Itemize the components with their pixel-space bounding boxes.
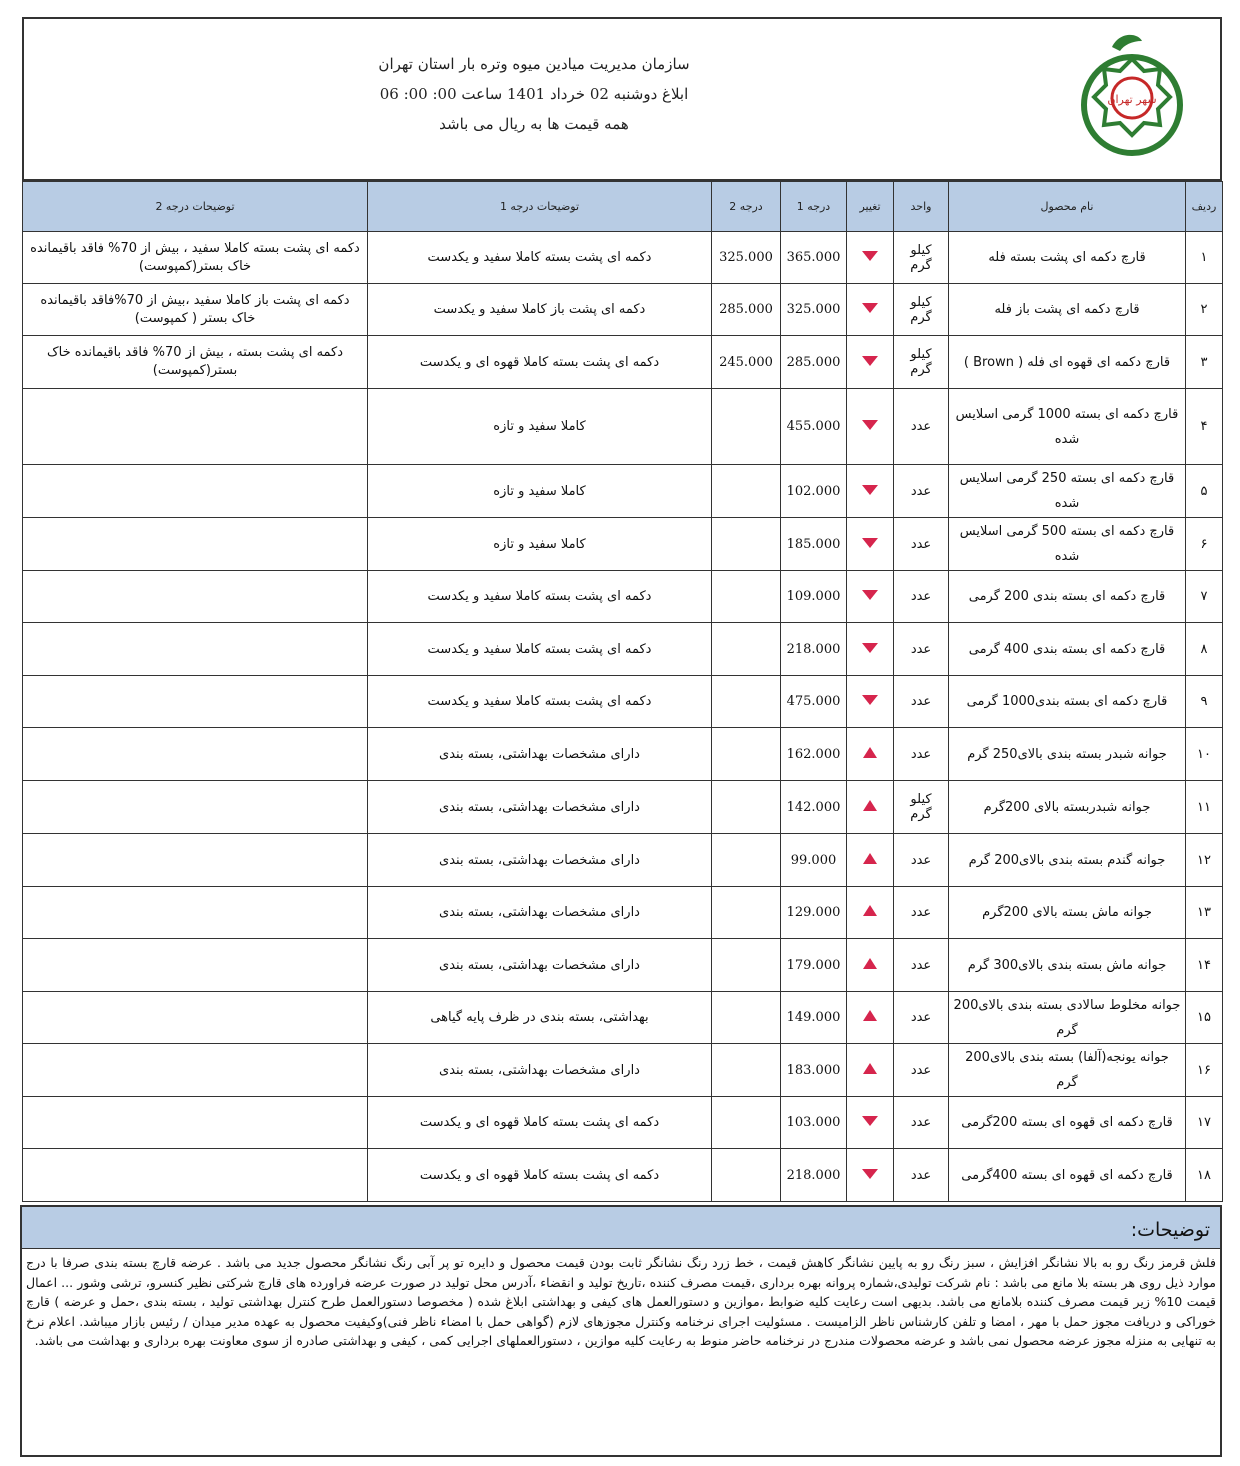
grade1-description: دکمه ای پشت بسته کاملا سفید و یکدست — [368, 623, 712, 676]
grade2-description — [23, 887, 368, 939]
grade1-price: 185.000 — [781, 518, 847, 571]
grade2-price — [712, 834, 781, 887]
notice-date: ابلاغ دوشنبه 02 خرداد 1401 ساعت 00: 00: 06 — [379, 85, 689, 103]
row-number: ۱۶ — [1186, 1044, 1223, 1097]
unit-cell: عدد — [894, 389, 949, 465]
grade2-description: دکمه ای پشت بسته کاملا سفید ، بیش از 70% فاقد باقیمانده خاک بستر(کمپوست) — [23, 232, 368, 284]
grade1-description: دکمه ای پشت بسته کاملا قهوه ای و یکدست — [368, 336, 712, 389]
row-number: ۱۴ — [1186, 939, 1223, 992]
grade1-price: 109.000 — [781, 571, 847, 623]
product-name: قارچ دکمه ای پشت باز فله — [949, 284, 1186, 336]
grade1-description: دارای مشخصات بهداشتی، بسته بندی — [368, 1044, 712, 1097]
grade1-description: دارای مشخصات بهداشتی، بسته بندی — [368, 728, 712, 781]
arrow-down-icon — [862, 303, 878, 313]
grade2-description — [23, 1149, 368, 1202]
grade1-price: 179.000 — [781, 939, 847, 992]
grade2-description — [23, 571, 368, 623]
arrow-down-icon — [862, 251, 878, 261]
grade1-price: 142.000 — [781, 781, 847, 834]
change-cell — [847, 834, 894, 887]
unit-cell: عدد — [894, 676, 949, 728]
table-row — [23, 571, 1223, 623]
col-unit: واحد — [894, 182, 949, 232]
unit-cell: عدد — [894, 623, 949, 676]
row-number: ۴ — [1186, 389, 1223, 465]
header-text — [274, 49, 794, 139]
grade2-description — [23, 992, 368, 1044]
table-row — [23, 676, 1223, 728]
grade2-price — [712, 571, 781, 623]
change-cell — [847, 781, 894, 834]
table-row — [23, 232, 1223, 284]
change-cell — [847, 992, 894, 1044]
grade2-description: دکمه ای پشت باز کاملا سفید ،بیش از 70%فاقد باقیمانده خاک بستر ( کمپوست) — [23, 284, 368, 336]
table-row — [23, 1149, 1223, 1202]
grade2-price — [712, 939, 781, 992]
change-cell — [847, 1097, 894, 1149]
change-cell — [847, 336, 894, 389]
product-name: جوانه شبدربسته بالای 200گرم — [949, 781, 1186, 834]
change-cell — [847, 465, 894, 518]
product-name: جوانه ماش بسته بندی بالای300 گرم — [949, 939, 1186, 992]
unit-cell: عدد — [894, 465, 949, 518]
change-cell — [847, 1044, 894, 1097]
grade1-price: 99.000 — [781, 834, 847, 887]
grade2-description — [23, 1044, 368, 1097]
table-row — [23, 623, 1223, 676]
unit-cell: کیلو گرم — [894, 336, 949, 389]
notes-box — [20, 1205, 1222, 1457]
unit-cell: عدد — [894, 834, 949, 887]
grade1-description: دکمه ای پشت بسته کاملا قهوه ای و یکدست — [368, 1097, 712, 1149]
table-row — [23, 389, 1223, 465]
arrow-up-icon — [863, 958, 877, 969]
grade2-price — [712, 781, 781, 834]
grade2-price — [712, 728, 781, 781]
arrow-up-icon — [863, 800, 877, 811]
row-number: ۳ — [1186, 336, 1223, 389]
arrow-up-icon — [863, 747, 877, 758]
table-row — [23, 1044, 1223, 1097]
unit-cell: کیلو گرم — [894, 284, 949, 336]
row-number: ۶ — [1186, 518, 1223, 571]
product-name: قارچ دکمه ای بسته بندی 200 گرمی — [949, 571, 1186, 623]
product-name: قارچ دکمه ای قهوه ای بسته 400گرمی — [949, 1149, 1186, 1202]
grade1-price: 149.000 — [781, 992, 847, 1044]
product-name: جوانه یونجه(آلفا) بسته بندی بالای200 گرم — [949, 1044, 1186, 1097]
unit-cell: عدد — [894, 887, 949, 939]
grade1-price: 183.000 — [781, 1044, 847, 1097]
product-name: قارچ دکمه ای بسته 250 گرمی اسلایس شده — [949, 465, 1186, 518]
grade2-description — [23, 781, 368, 834]
grade1-price: 455.000 — [781, 389, 847, 465]
change-cell — [847, 1149, 894, 1202]
grade1-price: 102.000 — [781, 465, 847, 518]
currency-note: همه قیمت ها به ریال می باشد — [439, 115, 629, 133]
grade2-price — [712, 623, 781, 676]
row-number: ۹ — [1186, 676, 1223, 728]
change-cell — [847, 728, 894, 781]
arrow-down-icon — [862, 356, 878, 366]
grade1-description: دکمه ای پشت بسته کاملا سفید و یکدست — [368, 571, 712, 623]
grade1-description: دکمه ای پشت بسته کاملا قهوه ای و یکدست — [368, 1149, 712, 1202]
row-number: ۱۷ — [1186, 1097, 1223, 1149]
grade1-description: بهداشتی، بسته بندی در ظرف پایه گیاهی — [368, 992, 712, 1044]
product-name: قارچ دکمه ای بسته بندی1000 گرمی — [949, 676, 1186, 728]
grade2-description — [23, 623, 368, 676]
table-header-row — [23, 182, 1223, 232]
arrow-up-icon — [863, 1010, 877, 1021]
grade1-price: 218.000 — [781, 623, 847, 676]
grade1-description: دکمه ای پشت بسته کاملا سفید و یکدست — [368, 232, 712, 284]
unit-cell: کیلو گرم — [894, 232, 949, 284]
grade2-price — [712, 518, 781, 571]
arrow-up-icon — [863, 1063, 877, 1074]
unit-cell: عدد — [894, 571, 949, 623]
change-cell — [847, 887, 894, 939]
unit-cell: عدد — [894, 1044, 949, 1097]
grade2-price — [712, 465, 781, 518]
product-name: قارچ دکمه ای بسته بندی 400 گرمی — [949, 623, 1186, 676]
grade1-price: 218.000 — [781, 1149, 847, 1202]
grade2-description: دکمه ای پشت بسته ، بیش از 70% فاقد باقیمانده خاک بستر(کمپوست) — [23, 336, 368, 389]
arrow-up-icon — [863, 905, 877, 916]
grade2-description — [23, 465, 368, 518]
grade1-description: دارای مشخصات بهداشتی، بسته بندی — [368, 887, 712, 939]
unit-cell: عدد — [894, 992, 949, 1044]
table-row — [23, 887, 1223, 939]
row-number: ۱۲ — [1186, 834, 1223, 887]
change-cell — [847, 389, 894, 465]
grade1-description: دارای مشخصات بهداشتی، بسته بندی — [368, 781, 712, 834]
grade1-price: 103.000 — [781, 1097, 847, 1149]
arrow-down-icon — [862, 485, 878, 495]
row-number: ۱۸ — [1186, 1149, 1223, 1202]
grade2-price — [712, 676, 781, 728]
row-number: ۵ — [1186, 465, 1223, 518]
grade1-description: دکمه ای پشت بسته کاملا سفید و یکدست — [368, 676, 712, 728]
grade1-description: دارای مشخصات بهداشتی، بسته بندی — [368, 834, 712, 887]
org-title: سازمان مدیریت میادین میوه وتره بار استان تهران — [378, 55, 690, 73]
product-name: قارچ دکمه ای بسته 500 گرمی اسلایس شده — [949, 518, 1186, 571]
grade1-description: کاملا سفید و تازه — [368, 518, 712, 571]
table-row — [23, 992, 1223, 1044]
arrow-down-icon — [862, 538, 878, 548]
arrow-down-icon — [862, 420, 878, 430]
grade2-price — [712, 1097, 781, 1149]
grade2-description — [23, 728, 368, 781]
table-row — [23, 834, 1223, 887]
arrow-down-icon — [862, 1116, 878, 1126]
grade1-description: کاملا سفید و تازه — [368, 389, 712, 465]
grade2-description — [23, 676, 368, 728]
row-number: ۲ — [1186, 284, 1223, 336]
grade2-price: 325.000 — [712, 232, 781, 284]
notes-title: توضیحات: — [22, 1207, 1220, 1249]
row-number: ۱۳ — [1186, 887, 1223, 939]
arrow-down-icon — [862, 590, 878, 600]
unit-cell: عدد — [894, 518, 949, 571]
grade2-description — [23, 389, 368, 465]
grade1-description: دارای مشخصات بهداشتی، بسته بندی — [368, 939, 712, 992]
row-number: ۸ — [1186, 623, 1223, 676]
change-cell — [847, 676, 894, 728]
col-desc2: توضیحات درجه 2 — [23, 182, 368, 232]
change-cell — [847, 571, 894, 623]
product-name: جوانه شبدر بسته بندی بالای250 گرم — [949, 728, 1186, 781]
unit-cell: عدد — [894, 1149, 949, 1202]
grade2-description — [23, 518, 368, 571]
col-radif: ردیف — [1186, 182, 1223, 232]
grade2-price — [712, 389, 781, 465]
product-name: جوانه گندم بسته بندی بالای200 گرم — [949, 834, 1186, 887]
notes-text: فلش قرمز رنگ رو به بالا نشانگر افزایش ، سبز رنگ رو به پایین نشانگر کاهش قیمت ، خط زرد رنگ نشانگر ثابت بودن قیمت محصول و دایره تو پر آبی رنگ نشانگر محصول جدید می باشد . عرضه قارچ بسته بندی صرفا با درج موارد ذیل روی هر بسته بلا مانع می باشد : نام شرکت تولیدی،شماره پروانه بهره برداری ،قیمت مصرف کننده ،تاریخ تولید و انقضاء ،آدرس محل تولید در صورت عرضه فراورده های قارچ شرکتی نظیر کنسرو، ترشی وشور ... اعمال قیمت 10% زیر قیمت مصرف کننده بلامانع می باشد. بدیهی است رعایت کلیه ضوابط ،موازین و دستورالعمل های کیفی و بهداشتی ابلاغ شده ( مخصوصا دستورالعمل طرح کنترل بهداشتی تولید ، بسته بندی ،حمل و عرضه ) قارچ خوراکی و دریافت مجوز حمل با مهر ، امضا و تلفن کارشناس ناظر الزامیست . مسئولیت اجرای نرخنامه وکنترل مجوزهای لازم (گواهی حمل با امضاء ناظر فنی)وکیفیت محصول به عهده مدیر میدان / رئیس بازار میباشد. اعلام نرخ به تنهایی به منزله مجوز عرضه محصول نمی باشد و عرضه محصولات مندرج در نرخنامه حاضر منوط به رعایت کلیه موازین ، دستورالعملهای اجرایی کمی ، کیفی و بهداشتی صادره از سوی معاونت بهره برداری و بهداشت می باشد. — [26, 1255, 1216, 1349]
table-row — [23, 336, 1223, 389]
grade1-price: 325.000 — [781, 284, 847, 336]
grade2-price — [712, 992, 781, 1044]
grade2-price — [712, 1149, 781, 1202]
grade2-price — [712, 887, 781, 939]
table-row — [23, 465, 1223, 518]
header-box — [22, 17, 1222, 181]
grade1-price: 129.000 — [781, 887, 847, 939]
row-number: ۱۱ — [1186, 781, 1223, 834]
unit-cell: عدد — [894, 1097, 949, 1149]
row-number: ۱ — [1186, 232, 1223, 284]
arrow-down-icon — [862, 1169, 878, 1179]
table-row — [23, 728, 1223, 781]
grade1-description: کاملا سفید و تازه — [368, 465, 712, 518]
arrow-down-icon — [862, 643, 878, 653]
col-grade2: درجه 2 — [712, 182, 781, 232]
product-name: قارچ دکمه ای قهوه ای بسته 200گرمی — [949, 1097, 1186, 1149]
unit-cell: عدد — [894, 728, 949, 781]
grade1-price: 285.000 — [781, 336, 847, 389]
grade2-price — [712, 1044, 781, 1097]
col-name: نام محصول — [949, 182, 1186, 232]
col-desc1: توضیحات درجه 1 — [368, 182, 712, 232]
table-row — [23, 518, 1223, 571]
row-number: ۷ — [1186, 571, 1223, 623]
grade2-description — [23, 834, 368, 887]
row-number: ۱۵ — [1186, 992, 1223, 1044]
tehran-municipality-logo — [1072, 31, 1192, 161]
grade1-price: 365.000 — [781, 232, 847, 284]
product-name: قارچ دکمه ای قهوه ای فله ( Brown ) — [949, 336, 1186, 389]
price-table — [22, 181, 1223, 1202]
table-row — [23, 284, 1223, 336]
grade1-price: 162.000 — [781, 728, 847, 781]
arrow-up-icon — [863, 853, 877, 864]
logo-text: شهر تهران — [1107, 93, 1157, 106]
change-cell — [847, 284, 894, 336]
col-change: تغییر — [847, 182, 894, 232]
product-name: جوانه مخلوط سالادی بسته بندی بالای200 گرم — [949, 992, 1186, 1044]
table-row — [23, 939, 1223, 992]
change-cell — [847, 518, 894, 571]
change-cell — [847, 939, 894, 992]
product-name: جوانه ماش بسته بالای 200گرم — [949, 887, 1186, 939]
change-cell — [847, 623, 894, 676]
grade1-description: دکمه ای پشت باز کاملا سفید و یکدست — [368, 284, 712, 336]
product-name: قارچ دکمه ای پشت بسته فله — [949, 232, 1186, 284]
col-grade1: درجه 1 — [781, 182, 847, 232]
grade1-price: 475.000 — [781, 676, 847, 728]
grade2-price: 285.000 — [712, 284, 781, 336]
change-cell — [847, 232, 894, 284]
product-name: قارچ دکمه ای بسته 1000 گرمی اسلایس شده — [949, 389, 1186, 465]
grade2-description — [23, 1097, 368, 1149]
unit-cell: کیلو گرم — [894, 781, 949, 834]
table-row — [23, 1097, 1223, 1149]
row-number: ۱۰ — [1186, 728, 1223, 781]
grade2-description — [23, 939, 368, 992]
table-row — [23, 781, 1223, 834]
unit-cell: عدد — [894, 939, 949, 992]
grade2-price: 245.000 — [712, 336, 781, 389]
arrow-down-icon — [862, 695, 878, 705]
